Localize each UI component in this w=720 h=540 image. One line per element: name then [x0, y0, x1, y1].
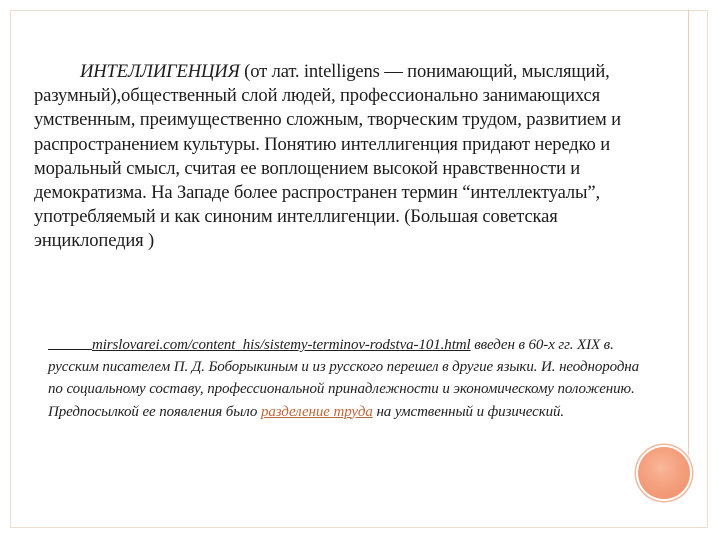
- labor-division-link[interactable]: разделение труда: [260, 403, 373, 420]
- source-paragraph: [48, 334, 650, 423]
- source-link[interactable]: mirslovarei.com/content_his/sistemy-terminov-rodstva-101.html: [92, 337, 471, 353]
- decorative-side-line: [688, 10, 689, 455]
- source-text-after: на умственный и физический.: [376, 403, 565, 420]
- definition-paragraph: [34, 60, 660, 254]
- source-text-before: введен в 60-х гг. XIX в. русским писателем П. Д. Боборыкиным и из русского перешел в другие языки. И. неоднородна по социальному составу, профессиональной принадлежности и экономическому положению. Предпосылкой ее появления было: [48, 337, 640, 420]
- term-heading: ИНТЕЛЛИГЕНЦИЯ: [80, 61, 240, 82]
- definition-text: (от лат. intelligens — понимающий, мыслящий, разумный),общественный слой людей, профессионально занимающихся умственным, преимущественно сложным, творческим трудом, развитием и распространением культуры. Понятию интеллигенция придают нередко и моральный смысл, считая ее воплощением высокой нравственности и демократизма. На Западе более распространен термин “интеллектуалы”, употребляемый и как синоним интеллигенции. (Большая советская энциклопедия ): [34, 61, 621, 252]
- decorative-circle: [638, 447, 690, 499]
